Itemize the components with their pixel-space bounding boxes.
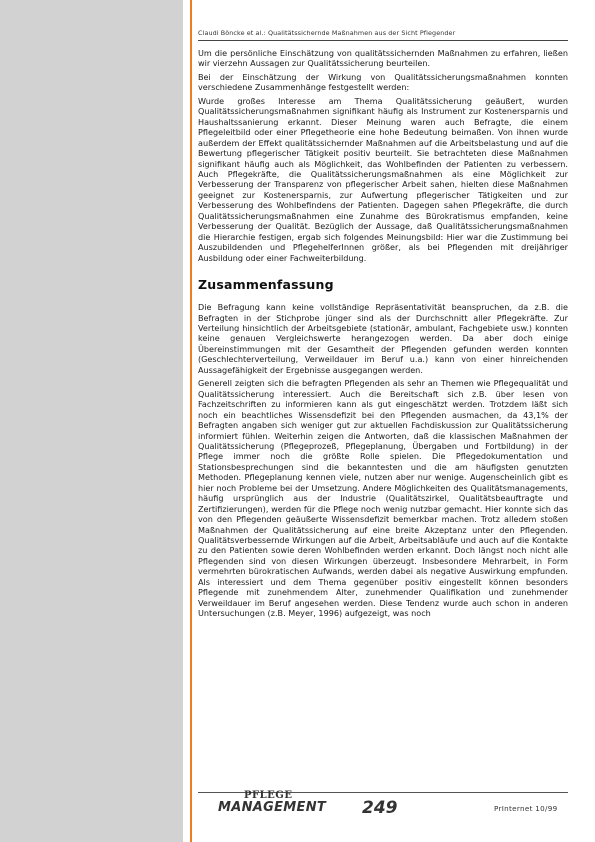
paragraph: Um die persönliche Einschätzung von qualitätssichernden Maßnahmen zu erfahren, ließen wir vierzehn Aussagen zur Qualitätssicherung beurteilen. xyxy=(198,48,568,69)
paragraph: Wurde großes Interesse am Thema Qualitätssicherung geäußert, wurden Qualitätssicherungsmaßnahmen signifikant häufig als Instrument zur Kostenersparnis und Haushaltssanierung erkannt. Dieser Meinung waren auch Befragte, die einem Pflegeleitbild oder einer Pflegetheorie eine hohe Bedeutung beimaßen. Von ihnen wurde außerdem der Effekt qualitätssichernder Maßnahmen auf die Arbeitsbelastung und auf die Bewertung pflegerischer Tätigkeit positiv beurteilt. Sie betrachteten diese Maßnahmen signifikant häufig auch als Möglichkeit, das Wohlbefinden der Patienten zu verbessern. Auch Pflegekräfte, die Qualitätssicherungsmaßnahmen als eine Möglichkeit zur Verbesserung der Transparenz von pflegerischer Arbeit sahen, hielten diese Maßnahmen geeignet zur Kostenersparnis, zur Aufwertung pflegerischer Tätigkeiten und zur Verbesserung des Wohlbefindens der Patienten. Dagegen sahen Pflegekräfte, die durch Qualitätssicherungsmaßnahmen eine Zunahme des Bürokratismus empfanden, keine Verbesserung der Qualität. Bezüglich der Aussage, daß Qualitätssicherungsmaßnahmen die Hierarchie festigen, ergab sich folgendes Meinungsbild: Hier war die Zustimmung bei Auszubildenden und PflegehelferInnen größer, als bei Pflegenden mit dreijähriger Ausbildung oder einer Fachweiterbildung. xyxy=(198,95,568,263)
journal-logo-pflege: PFLEGE xyxy=(244,790,293,801)
journal-logo-management: MANAGEMENT xyxy=(218,800,327,815)
article-body xyxy=(198,48,568,622)
orange-margin-line xyxy=(190,0,192,842)
issue-label: PrInternet 10/99 xyxy=(494,804,558,813)
header-rule xyxy=(198,40,568,41)
paragraph: Bei der Einschätzung der Wirkung von Qualitätssicherungsmaßnahmen konnten verschiedene Zusammenhänge festgestellt werden: xyxy=(198,71,568,93)
page-number: 249 xyxy=(362,798,398,818)
paragraph: Die Befragung kann keine vollständige Repräsentativität beanspruchen, da z.B. die Befragten in der Stichprobe jünger sind als der Durchschnitt aller Pflegekräfte. Zur Verteilung hinsichtlich der Arbeitsgebiete (stationär, ambulant, Fachgebiete usw.) konnten keine genauen Vergleichswerte herangezogen werden. Da aber doch einige Übereinstimmungen mit der Gesamtheit der Pflegenden gefunden werden konnten (Geschlechterverteilung, Verweildauer im Beruf u.a.) kann von einer hinreichenden Aussagefähigkeit der Ergebnisse ausgegangen werden. xyxy=(198,302,568,375)
paragraph: Generell zeigten sich die befragten Pflegenden als sehr an Themen wie Pflegequalität und Qualitätssicherung interessiert. Auch die Bereitschaft sich z.B. über lesen von Fachzeitschriften zu informieren kann als gut eingeschätzt werden. Trotzdem läßt sich noch ein beachtliches Wissensdefizit bei den Pflegenden ausmachen, da 43,1% der Befragten angaben sich weniger gut zur aktuellen Fachdiskussion zur Qualitätssicherung informiert fühlen. Weiterhin zeigen die Antworten, daß die klassischen Maßnahmen der Qualitätssicherung (Pflegeprozeß, Pflegeplanung, Übergaben und Fortbildung) in der Pflege immer noch die größte Rolle spielen. Die Pflegedokumentation und Stationsbesprechungen sind die bekanntesten und die am häufigsten genutzten Methoden. Pflegeplanung kennen viele, nutzen aber nur wenige. Augenscheinlich gibt es hier noch Probleme bei der Umsetzung. Andere Möglichkeiten des Qualitätsmanagements, häufig ursprünglich aus der Industrie (Qualitätszirkel, Qualitätsbeauftragte und Zertifizierungen), werden für die Pflege noch wenig nutzbar gemacht. Hier konnte sich das von den Pflegenden geäußerte Wissensdefizit bemerkbar machen. Trotz alledem stoßen Maßnahmen der Qualitätssicherung auf eine breite Akzeptanz unter den Pflegenden. Qualitätsverbessernde Wirkungen auf die Arbeit, Arbeitsabläufe und auch auf die Kontakte zu den Patienten sowie deren Wohlbefinden werden erkannt. Doch längst noch nicht alle Pflegenden sind von diesen Wirkungen überzeugt. Insbesondere Mehrarbeit, in Form vermehrten bürokratischen Aufwands, werden dabei als negative Auswirkung empfunden. Als interessiert und dem Thema gegenüber positiv eingestellt können besonders Pflegende mit zunehmendem Alter, zunehmender Qualifikation und zunehmender Verweildauer im Beruf angesehen werden. Diese Tendenz wurde auch schon in anderen Untersuchungen (z.B. Meyer, 1996) aufgezeigt, was noch xyxy=(198,378,568,619)
section-heading: Zusammenfassung xyxy=(198,277,334,293)
left-gray-margin xyxy=(0,0,183,842)
running-header: Claudi Böncke et al.: Qualitätssichernde Maßnahmen aus der Sicht Pflegender xyxy=(198,29,456,37)
